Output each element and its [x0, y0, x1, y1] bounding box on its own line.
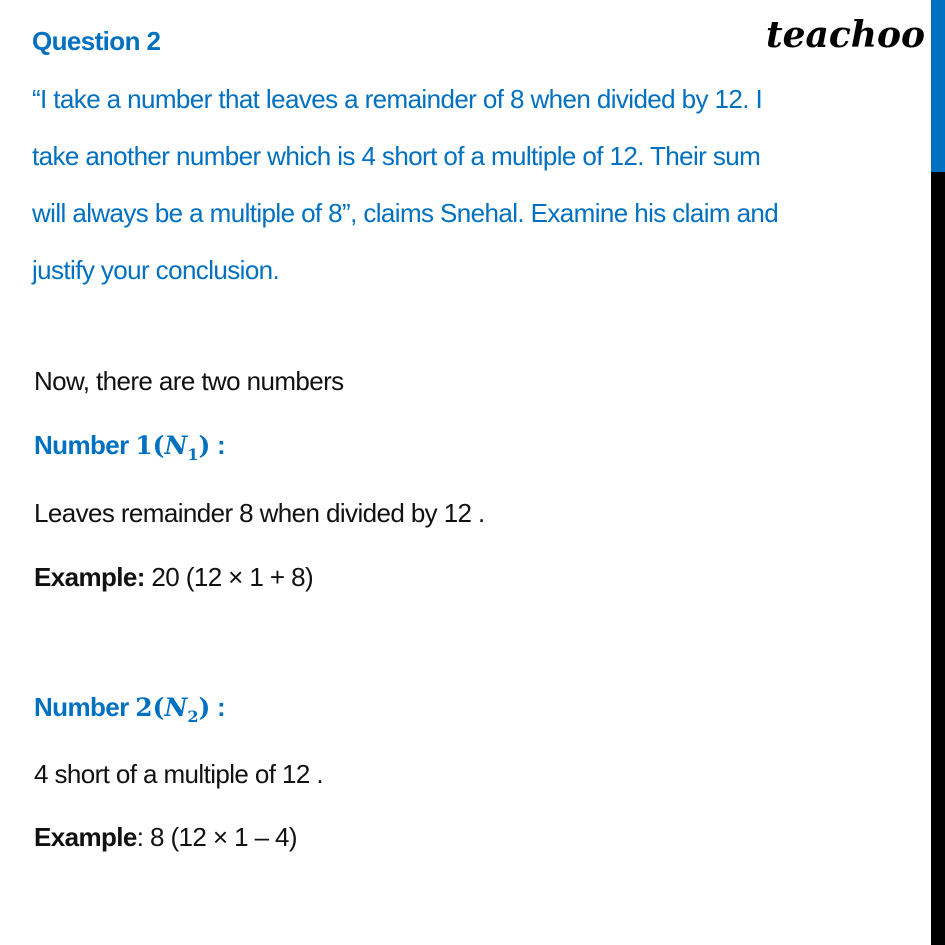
question-line: “I take a number that leaves a remainder of 8 when divided by 12. I: [32, 84, 763, 114]
heading-label: Number: [34, 430, 136, 460]
teachoo-logo: teachoo: [766, 14, 925, 56]
math-expression: $1(N_1)$: [135, 431, 211, 464]
question-line: take another number which is 4 short of a multiple of 12. Their sum: [32, 141, 761, 171]
number1-heading: [34, 430, 225, 464]
number1-example: [34, 562, 313, 593]
math-expression: $2(N_2)$: [135, 693, 211, 726]
side-accent-bar: [931, 0, 945, 172]
question-title: Question 2: [32, 26, 161, 56]
intro-text: Now, there are two numbers: [34, 366, 344, 396]
number1-description: Leaves remainder 8 when divided by 12 .: [34, 498, 485, 528]
example-label: Example:: [34, 562, 145, 592]
question-line: will always be a multiple of 8”, claims Snehal. Examine his claim and: [32, 198, 779, 228]
example-value: 20 (12 × 1 + 8): [144, 562, 313, 592]
colon: :: [210, 430, 226, 460]
example-label: Example: [34, 822, 137, 852]
colon: :: [210, 692, 226, 722]
number2-heading: [34, 692, 225, 726]
number2-example: [34, 822, 297, 853]
heading-label: Number: [34, 692, 136, 722]
side-dark-bar: [931, 172, 945, 945]
example-value: : 8 (12 × 1 – 4): [136, 822, 297, 852]
question-line: justify your conclusion.: [32, 255, 280, 285]
number2-description: 4 short of a multiple of 12 .: [34, 759, 323, 789]
